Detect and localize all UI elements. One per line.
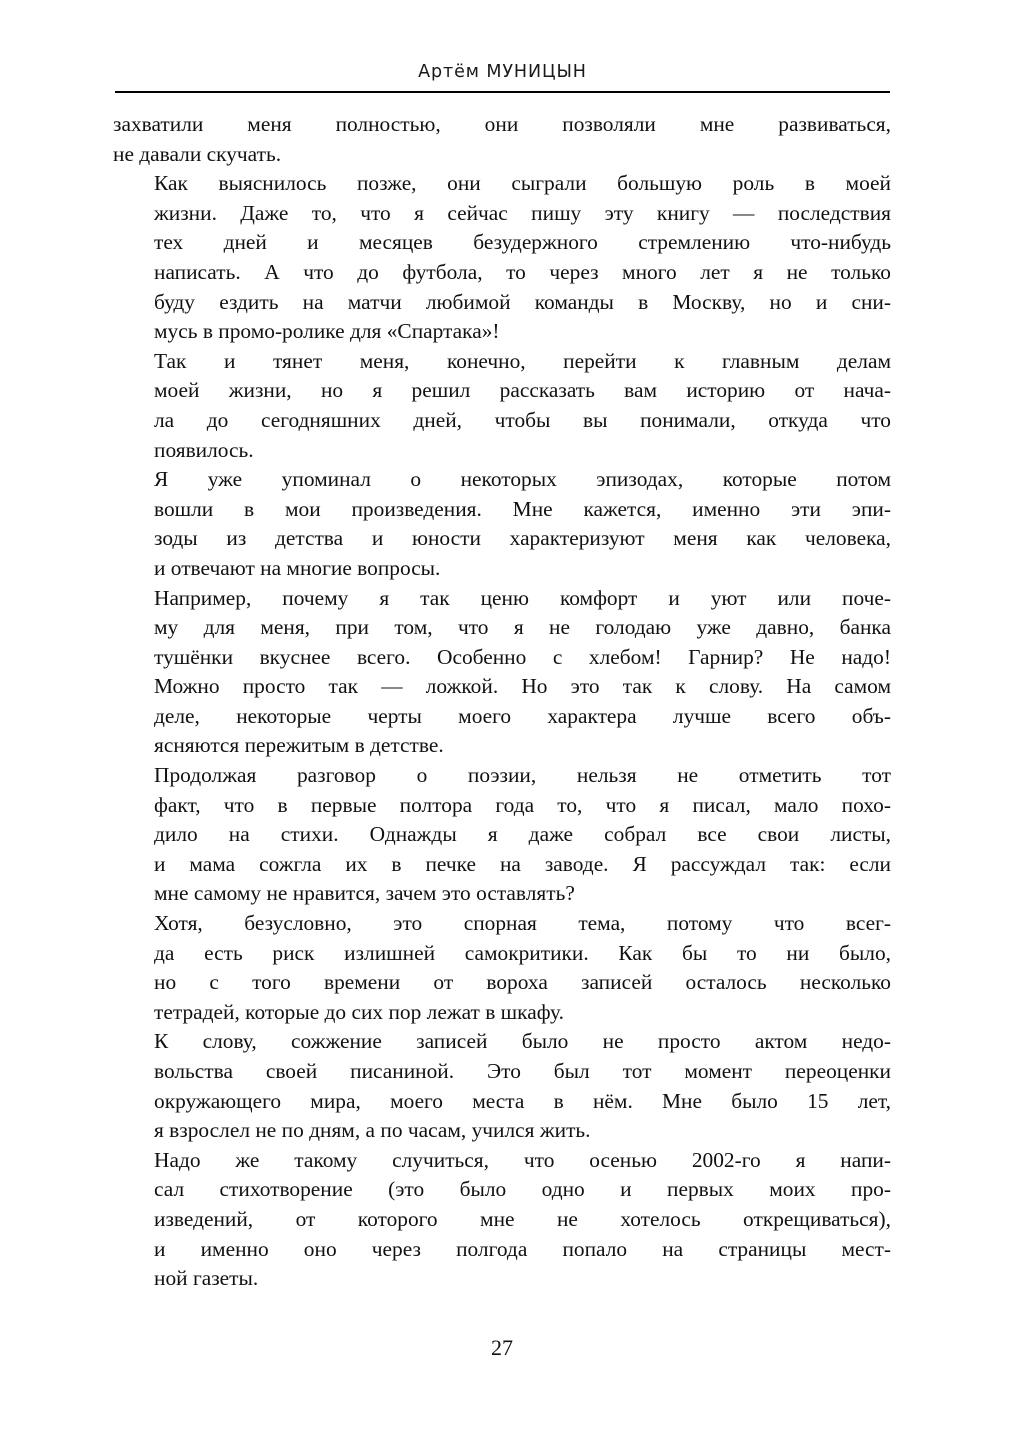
text-line: но с того времени от вороха записей осталось несколько (154, 970, 891, 995)
paragraph (113, 1027, 891, 1145)
text-line: Я уже упоминал о некоторых эпизодах, которые потом (154, 467, 891, 492)
text-line: моей жизни, но я решил рассказать вам историю от нача- (154, 378, 891, 403)
running-head: Артём МУНИЦЫН (418, 62, 587, 82)
text-line: и отвечают на многие вопросы. (154, 555, 441, 580)
text-line: Хотя, безусловно, это спорная тема, потому что всег- (154, 911, 891, 936)
paragraph (113, 347, 891, 465)
text-line: мне самому не нравится, зачем это оставлять? (154, 881, 575, 906)
text-line: деле, некоторые черты моего характера лучше всего объ- (154, 703, 891, 728)
text-line: написать. А что до футбола, то через много лет я не только (154, 259, 891, 284)
text-line: сал стихотворение (это было одно и первых моих про- (154, 1177, 891, 1202)
text-line: Так и тянет меня, конечно, перейти к главным делам (154, 348, 891, 373)
text-line: окружающего мира, моего места в нём. Мне было 15 лет, (154, 1088, 891, 1113)
text-line: зоды из детства и юности характеризуют меня как человека, (154, 526, 891, 551)
paragraph (113, 584, 891, 762)
text-line: тушёнки вкуснее всего. Особенно с хлебом! Гарнир? Не надо! (154, 644, 891, 669)
paragraph (113, 169, 891, 347)
paragraph (113, 1146, 891, 1294)
text-line: я взрослел не по дням, а по часам, учился жить. (154, 1118, 591, 1143)
text-line: буду ездить на матчи любимой команды в Москву, но и сни- (154, 289, 891, 314)
page-number: 27 (491, 1335, 513, 1360)
text-line: жизни. Даже то, что я сейчас пишу эту книгу — последствия (154, 200, 891, 225)
text-line: вольства своей писаниной. Это был тот момент переоценки (154, 1059, 891, 1083)
text-line: тетрадей, которые до сих пор лежат в шкафу. (154, 999, 564, 1024)
text-line: изведений, от которого мне не хотелось открещиваться), (154, 1206, 891, 1231)
text-line: дило на стихи. Однажды я даже собрал все свои листы, (154, 822, 891, 847)
text-line: Можно просто так — ложкой. Но это так к слову. На самом (154, 674, 891, 699)
text-line: факт, что в первые полтора года то, что я писал, мало похо- (154, 792, 891, 817)
text-line: Продолжая разговор о поэзии, нельзя не отметить тот (154, 763, 891, 788)
text-line: ной газеты. (154, 1266, 259, 1291)
text-line: тех дней и месяцев безудержного стремлению что-нибудь (154, 230, 891, 255)
text-line: Как выяснилось позже, они сыграли большую роль в моей (154, 171, 891, 196)
paragraph (113, 110, 891, 169)
text-line: да есть риск излишней самокритики. Как бы то ни было, (154, 940, 891, 965)
text-line: вошли в мои произведения. Мне кажется, именно эти эпи- (154, 496, 891, 521)
text-line: Надо же такому случиться, что осенью 2002-го я напи- (154, 1147, 891, 1172)
text-line: появилось. (154, 437, 254, 462)
text-line: и именно оно через полгода попало на страницы мест- (154, 1236, 891, 1261)
header-rule (115, 91, 890, 93)
body-text (113, 110, 891, 1294)
text-line: мусь в промо-ролике для «Спартака»! (154, 319, 500, 344)
text-line: К слову, сожжение записей было не просто актом недо- (154, 1029, 891, 1054)
text-line: захватили меня полностью, они позволяли мне развиваться, (113, 112, 891, 136)
text-line: и мама сожгла их в печке на заводе. Я рассуждал так: если (154, 851, 891, 876)
text-line: ла до сегодняшних дней, чтобы вы понимали, откуда что (154, 407, 891, 432)
paragraph (113, 761, 891, 909)
text-line: ясняются пережитым в детстве. (154, 733, 444, 758)
text-line: му для меня, при том, что я не голодаю уже давно, банка (154, 615, 891, 640)
text-line: Например, почему я так ценю комфорт и уют или поче- (154, 585, 891, 610)
text-line: не давали скучать. (113, 141, 282, 166)
paragraph (113, 465, 891, 583)
paragraph (113, 909, 891, 1027)
